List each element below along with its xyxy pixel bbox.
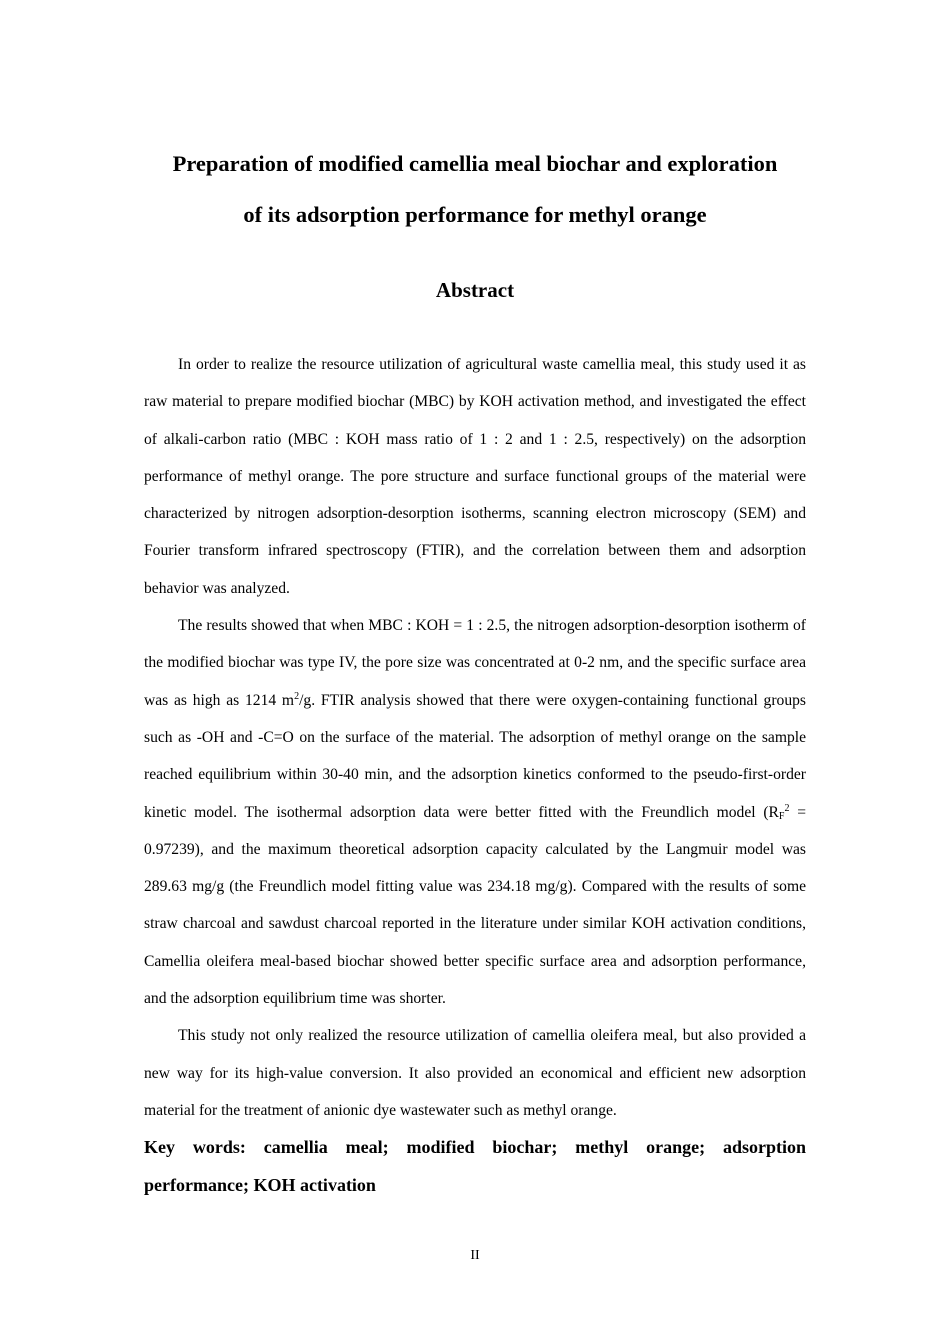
abstract-paragraph-1: In order to realize the resource utilization of agricultural waste camellia meal, this study used it as raw material to prepare modified biochar (MBC) by KOH activation method, and investigated the effect of alkali-carbon ratio (MBC : KOH mass ratio of 1 : 2 and 1 : 2.5, respectively) on the adsorption performance of methyl orange. The pore structure and surface functional groups of the material were characterized by nitrogen adsorption-desorption isotherms, scanning electron microscopy (SEM) and Fourier transform infrared spectroscopy (FTIR), and the correlation between them and adsorption behavior was analyzed.	[144, 356, 806, 597]
subscript-f: F	[778, 810, 785, 822]
paragraph-2-text-b: /g. FTIR analysis showed that there were oxygen-containing functional groups such as -OH and -C=O on the surface of the material. The adsorption of methyl orange on the sample reached equilibrium within 30-40 min, and the adsorption kinetics conformed to the pseudo-first-order kinetic model. The isothermal adsorption data were better fitted with the Freundlich model (R	[144, 691, 806, 821]
abstract-body	[144, 346, 806, 1204]
title-line-2: of its adsorption performance for methyl orange	[243, 202, 707, 227]
title-line-1: Preparation of modified camellia meal biochar and exploration	[172, 151, 778, 176]
paragraph-2-text-c: = 0.97239), and the maximum theoretical adsorption capacity calculated by the Langmuir model was 289.63 mg/g (the Freundlich model fitting value was 234.18 mg/g). Compared with the results of some straw charcoal and sawdust charcoal reported in the literature under similar KOH activation conditions, Camellia oleifera meal-based biochar showed better specific surface area and adsorption performance, and the adsorption equilibrium time was shorter.	[144, 803, 806, 1008]
page-number: II	[470, 1248, 480, 1263]
abstract-paragraph-2	[144, 607, 806, 1017]
superscript-squared: 2	[294, 690, 300, 702]
keywords-line: Key words: camellia meal; modified biochar; methyl orange; adsorption performance; KOH activation	[144, 1137, 806, 1195]
abstract-paragraph-3: This study not only realized the resource utilization of camellia oleifera meal, but also provided a new way for its high-value conversion. It also provided an economical and efficient new adsorption material for the treatment of anionic dye wastewater such as methyl orange.	[144, 1027, 806, 1119]
abstract-heading: Abstract	[435, 278, 515, 302]
paragraph-2-text-a: The results showed that when MBC : KOH = 1 : 2.5, the nitrogen adsorption-desorption isotherm of the modified biochar was type IV, the pore size was concentrated at 0-2 nm, and the specific surface area was as high as 1214 m	[144, 617, 806, 709]
superscript-squared-r: 2	[784, 802, 790, 814]
